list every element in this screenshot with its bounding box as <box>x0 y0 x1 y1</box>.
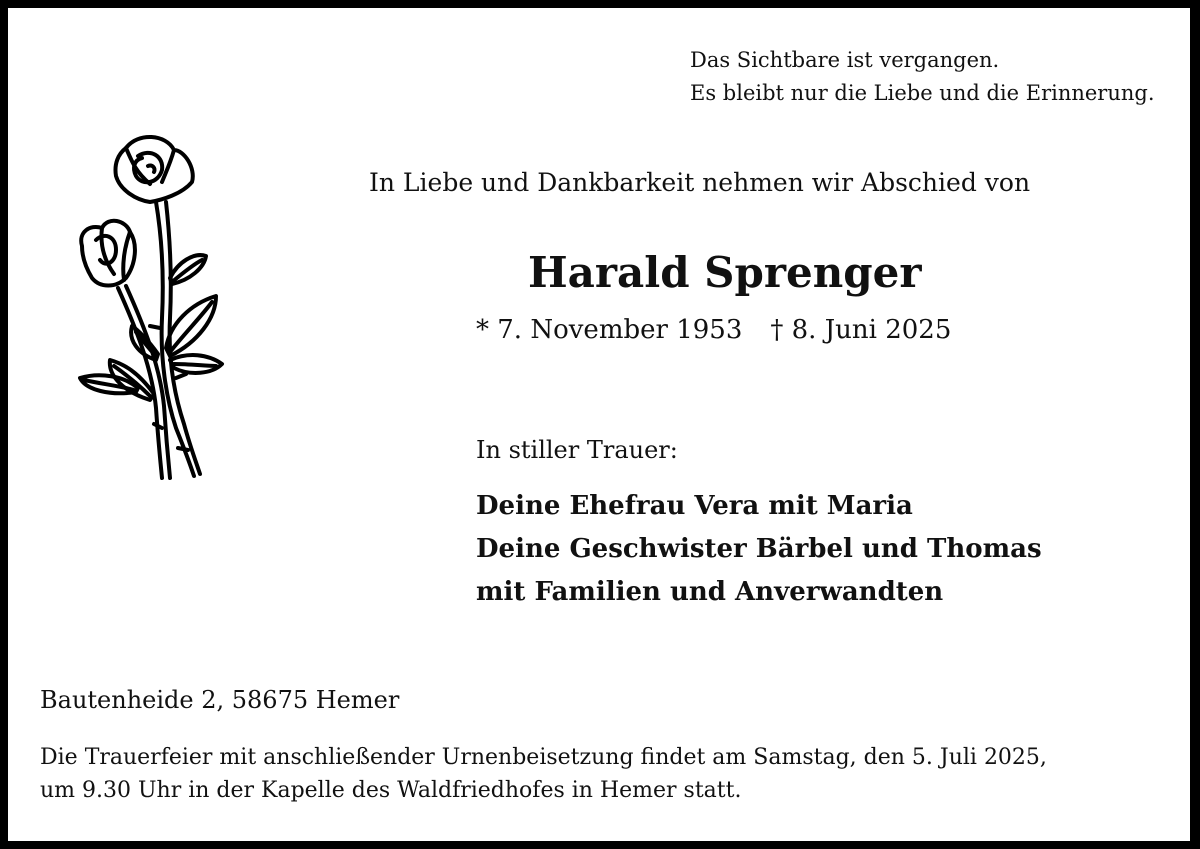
mourners-list <box>476 485 1042 614</box>
rose-icon <box>66 128 226 488</box>
life-dates <box>476 315 951 345</box>
mourner-line: mit Familien und Anverwandten <box>476 577 944 607</box>
intro-text: In Liebe und Dankbarkeit nehmen wir Abschied von <box>369 168 1031 197</box>
ceremony-line-2: um 9.30 Uhr in der Kapelle des Waldfriedhofes in Hemer statt. <box>40 778 742 803</box>
quote-line-1: Das Sichtbare ist vergangen. <box>690 48 1000 72</box>
ceremony-info <box>40 741 1047 807</box>
mourner-line: Deine Geschwister Bärbel und Thomas <box>476 534 1042 564</box>
mourner-line: Deine Ehefrau Vera mit Maria <box>476 491 913 521</box>
quote-line-2: Es bleibt nur die Liebe und die Erinnerung. <box>690 81 1155 105</box>
quote <box>690 44 1155 110</box>
birth-date: * 7. November 1953 <box>476 315 743 345</box>
deceased-name: Harald Sprenger <box>528 248 922 297</box>
mourning-label: In stiller Trauer: <box>476 436 678 464</box>
obituary-card <box>8 8 1190 841</box>
ceremony-line-1: Die Trauerfeier mit anschließender Urnenbeisetzung findet am Samstag, den 5. Juli 2025, <box>40 745 1047 770</box>
address: Bautenheide 2, 58675 Hemer <box>40 686 400 714</box>
death-date: † 8. Juni 2025 <box>770 315 952 345</box>
